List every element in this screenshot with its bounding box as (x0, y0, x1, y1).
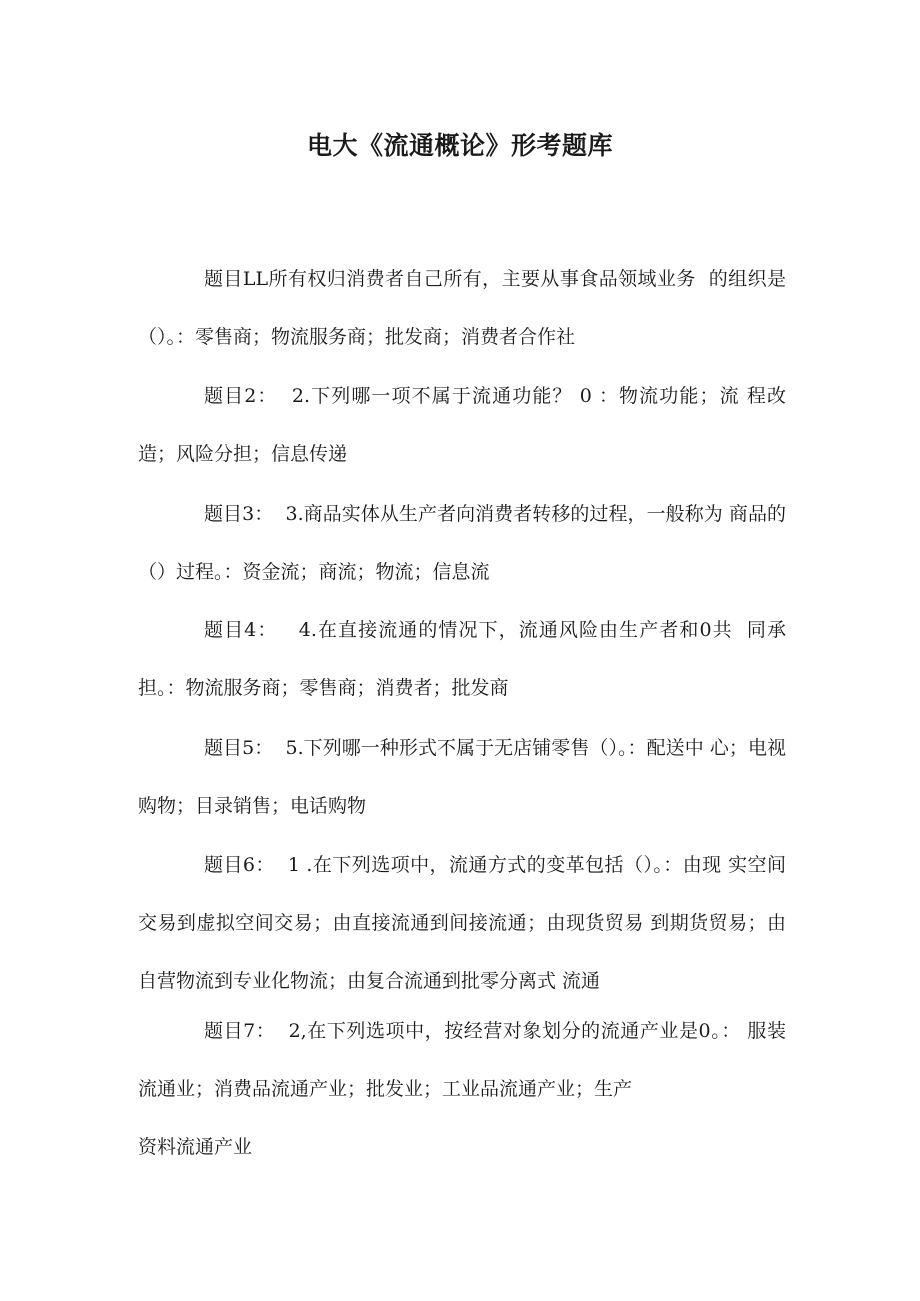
question-2 (138, 367, 786, 483)
question-text: 5.下列哪一种形式不属于无店铺零售（）。：配送中 心；电视购物；目录销售；电话购物 (138, 737, 787, 817)
question-5 (138, 719, 786, 835)
question-text: 2.下列哪一项不属于流通功能？ 0 ：物流功能；流 程改造；风险分担；信息传递 (138, 385, 786, 465)
question-6 (138, 836, 786, 1010)
question-text: 4.在直接流通的情况下，流通风险由生产者和0共 同承担。：物流服务商；零售商；消费者；批发商 (138, 619, 786, 699)
question-text: 3.商品实体从生产者向消费者转移的过程，一般称为 商品的（）过程。：资金流；商流；物流；信息流 (138, 503, 786, 583)
question-3 (138, 485, 786, 601)
question-7 (138, 1002, 786, 1176)
question-text: 2,在下列选项中，按经营对象划分的流通产业是0。： 服装流通业；消费品流通产业；批发业；工业品流通产业；生产 资料流通产业 (138, 1020, 787, 1158)
question-label: 题目4： (204, 619, 278, 641)
document-title: 电大《流通概论》形考题库 (306, 131, 613, 160)
question-label: 题目3： (204, 503, 274, 525)
question-label: 题目6： (204, 854, 275, 876)
question-label: 题目7： (204, 1020, 276, 1042)
question-label: 题目LL (204, 268, 269, 290)
question-text: 1 .在下列选项中，流通方式的变革包括（）。：由现 实空间交易到虚拟空间交易；由直接流通到间接流通；由现货贸易 到期货贸易；由自营物流到专业化物流；由复合流通到批零分离式 流通 (138, 854, 786, 992)
question-label: 题目2： (204, 385, 278, 407)
question-1 (138, 250, 786, 366)
question-label: 题目5： (204, 737, 274, 759)
question-4 (138, 601, 786, 717)
question-text: 所有权归消费者自己所有，主要从事食品领域业务 的组织是（）。：零售商；物流服务商；批发商；消费者合作社 (138, 268, 786, 348)
